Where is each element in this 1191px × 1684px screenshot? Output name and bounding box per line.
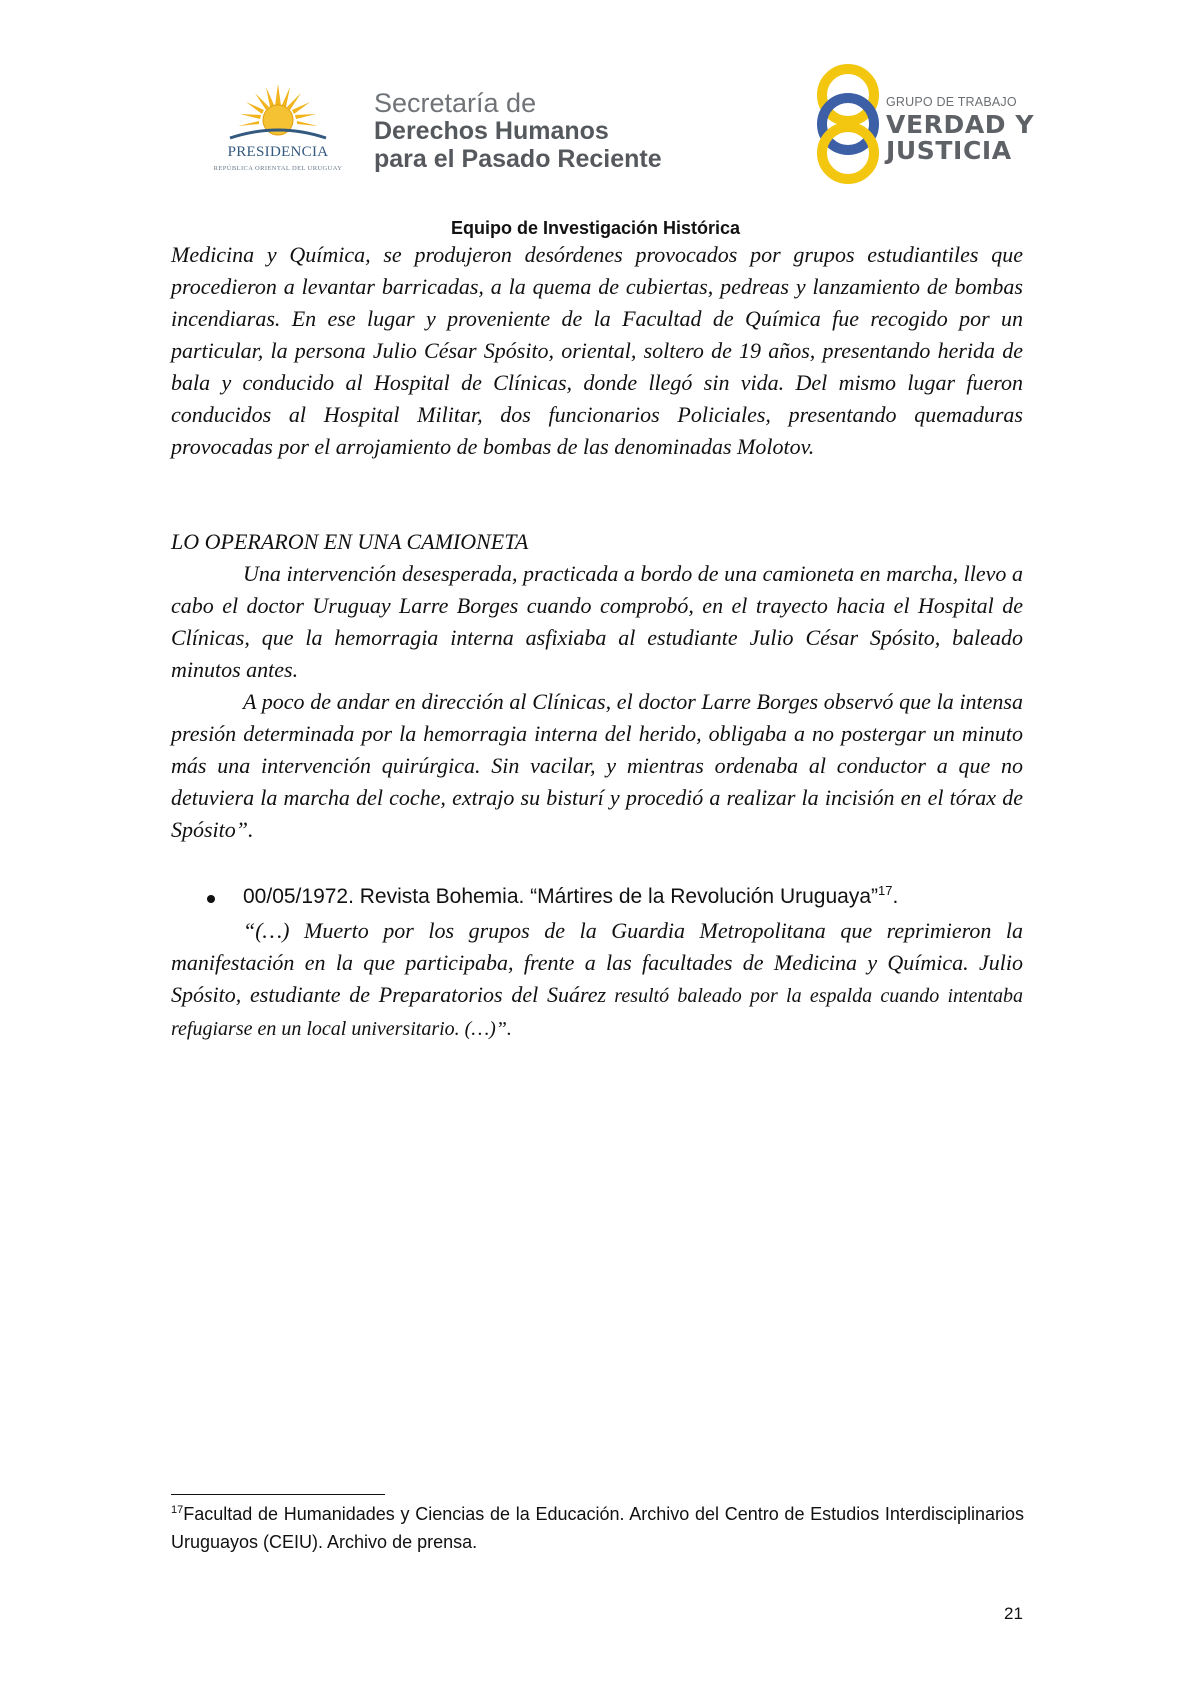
footnote-rule: [171, 1494, 385, 1495]
team-title: Equipo de Investigación Histórica: [450, 218, 741, 238]
gtvj-title-line2: JUSTICIA: [886, 136, 1012, 165]
section-heading: LO OPERARON EN UNA CAMIONETA: [171, 529, 529, 554]
verdad-justicia-logo: [812, 62, 1035, 186]
presidencia-name: PRESIDENCIA: [227, 144, 329, 160]
linked-rings-icon: [812, 62, 884, 186]
paragraph-3: A poco de andar en dirección al Clínicas, el doctor Larre Borges observó que la intensa presión determinada por la hemorragia interna del herido, obligaba a no postergar un minuto más una intervención quirúrgica. Sin vacilar, y mientras ordenaba al conductor a que no detuviera la marcha del coche, extrajo su bisturí y procedió a realizar la incisión en el tórax de Spósito”.: [171, 689, 1023, 842]
footnote-text: Facultad de Humanidades y Ciencias de la Educación. Archivo del Centro de Estudios Interdisciplinarios Uruguayos (CEIU). Archivo de prensa.: [171, 1504, 1024, 1552]
sun-emblem-icon: [228, 82, 328, 144]
bullet-dot-icon: [207, 895, 215, 903]
bullet-text-wrap: [243, 883, 898, 911]
paragraph-2: Una intervención desesperada, practicada a bordo de una camioneta en marcha, llevo a cabo el doctor Uruguay Larre Borges cuando comprobó, en el trayecto hacia el Hospital de Clínicas, que la hemorragia interna asfixiaba al estudiante Julio César Spósito, baleado minutos antes.: [171, 561, 1023, 682]
gtvj-small-text: GRUPO DE TRABAJO: [886, 95, 1017, 109]
paragraph-1: Medicina y Química, se produjeron desórdenes provocados por grupos estudiantiles que procedieron a levantar barricadas, a la quema de cubiertas, pedreas y lanzamiento de bombas incendiaras. En ese lugar y proveniente de la Facultad de Química fue recogido por un particular, la persona Julio César Spósito, oriental, soltero de 19 años, presentando herida de bala y conducido al Hospital de Clínicas, donde llegó sin vida. Del mismo lugar fueron conducidos al Hospital Militar, dos funcionarios Policiales, presentando quemaduras provocadas por el arrojamiento de bombas de las denominadas Molotov.: [171, 242, 1023, 459]
footnote-number: 17: [171, 1504, 184, 1516]
secretaria-line1: Secretaría de: [374, 88, 537, 118]
bullet-end: .: [892, 885, 899, 908]
paragraph-4-part2: resultó baleado por la espalda cuando intentaba refugiarse en un local universitario. (…)”.: [171, 985, 1023, 1040]
secretaria-line3: para el Pasado Reciente: [374, 145, 662, 173]
presidencia-subtitle: REPÚBLICA ORIENTAL DEL URUGUAY: [213, 165, 343, 172]
paragraph-4: [171, 915, 1023, 1045]
bullet-text: 00/05/1972. Revista Bohemia. “Mártires de la Revolución Uruguaya”: [243, 885, 878, 908]
secretaria-logo-text: [374, 90, 662, 172]
secretaria-line2: Derechos Humanos: [374, 117, 609, 145]
gtvj-title-line1: VERDAD Y: [886, 110, 1035, 139]
page-number: 21: [1004, 1604, 1023, 1623]
presidencia-logo: [198, 82, 358, 180]
footnote-ref[interactable]: 17: [878, 883, 893, 898]
footnote: [171, 1500, 1024, 1556]
paragraph-4-part1: “(…) Muerto por los grupos de la Guardia Metropolitana que reprimieron la manifestación en la que participaba, frente a las facultades de Medicina y Química. Julio Spósito, estudiante de Preparatorios del Suárez: [171, 918, 1023, 1007]
